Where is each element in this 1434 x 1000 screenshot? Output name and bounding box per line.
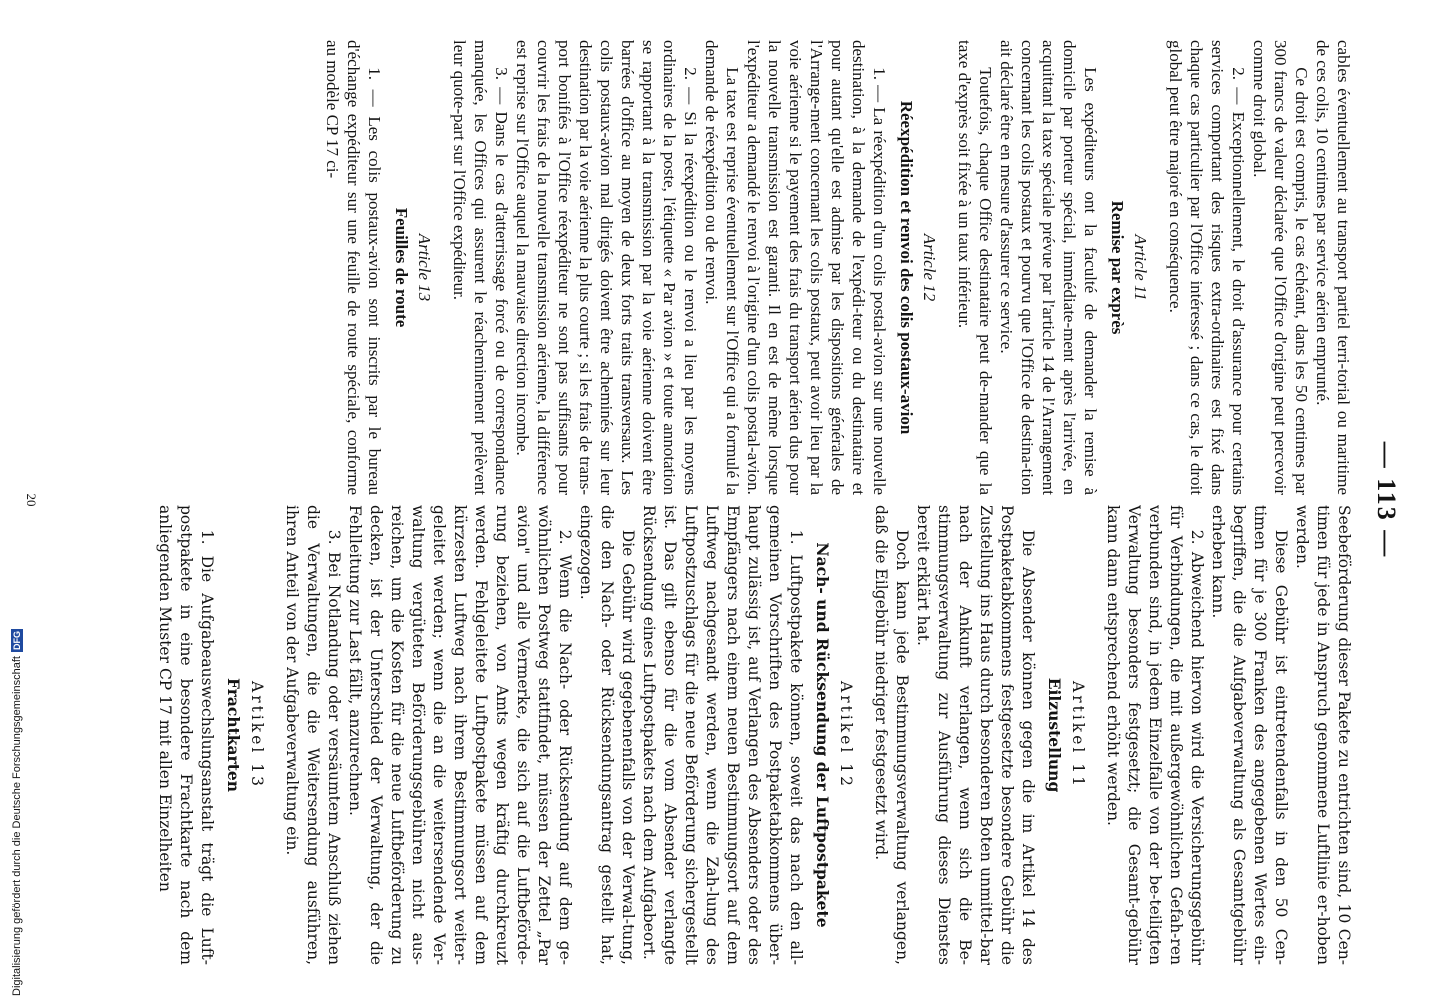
paragraph: 2. Abweichend hiervon wird die Versicherungsgebühr für Verbindungen, die mit außergewöhnlichen Gefah-ren verbunden sind, in jedem Einzelfalle von der be-teiligten Verwaltung besonders festgesetzt; die Gesamt-gebühr kann dann entsprechend erhöht werden.: [1104, 505, 1206, 965]
paragraph: Ce droit est compris, le cas échéant, dans les 50 centimes par 300 francs de valeur déclarée que l'Office d'origine peut percevoir comme droit global.: [1250, 40, 1311, 495]
article-title: Article 12: [920, 233, 939, 302]
article-heading: Remise par exprès: [1108, 200, 1127, 335]
article-title: Artikel 12: [837, 681, 855, 789]
paragraph: 2. — Exceptionnellement, le droit d'assurance pour certains services comportant des risques extra-ordinaires est fixé dans chaque cas particulier par l'Office intéressé ; dans ce cas, le droit global peut être majoré en conséquence.: [1166, 40, 1248, 495]
paragraph: La taxe est reprise éventuellement sur l'Office qui a formulé la demande de réexpédition ou de renvoi.: [702, 40, 742, 495]
paragraph: Seebeförderung dieser Pakete zu entrichten sind, 10 Cen-timen für jede in Anspruch genommene Luftlinie er-hoben werden.: [1293, 505, 1353, 965]
paragraph: 3. Bei Notlandung oder versäumtem Anschluß ziehen die Verwaltungen, die die Weitersendung ausführen, ihren Anteil von der Aufgabeverwaltung ein.: [283, 505, 343, 965]
credit-text: Digitalisierung gefördert durch die Deutsche Forschungsgemeinschaft: [11, 656, 23, 996]
article-title: Artikel 13: [248, 681, 266, 789]
paragraph: 3. — Dans le cas d'atterrissage forcé ou de correspondance manquée, les Offices qui assurent le réacheminement prélèvent leur quote-part sur l'Office expéditeur.: [450, 40, 511, 495]
dfg-logo-icon: DFG: [12, 631, 22, 651]
article-heading: Nach- und Rücksendung der Luftpostpakete: [813, 542, 832, 928]
french-column: [54, 40, 1354, 495]
paragraph: Die Gebühr wird gegebenenfalls von der Verwal-tung, die den Nach- oder Rücksendungsantrag gestellt hat, eingezogen.: [577, 505, 637, 965]
paragraph: cables éventuellement au transport partiel terri-torial ou maritime de ces colis, 10 centimes par service aérien emprunté.: [1313, 40, 1353, 495]
paragraph: 1. Luftpostpakete können, soweit das nach den all-gemeinen Vorschriften des Postpaketabkommens über-haupt zulässig ist, auf Verlangen des Absenders oder des Empfängers nach einem neuen Bestimmungsort auf dem Luftweg nachgesandt werden, wenn die Zah-lung des Luftpostzuschlags für die neue Beförderung sichergestellt ist. Das gilt ebenso für die vom Absender verlangte Rücksendung eines Luftpostpakets nach dem Aufgabeort.: [640, 505, 805, 965]
printer-signature: 20: [24, 493, 39, 507]
paragraph: Toutefois, chaque Office destinataire peut de-mander que la taxe d'exprès soit fixée à un taux inférieur.: [955, 40, 995, 495]
paragraph: 2. Wenn die Nach- oder Rücksendung auf dem ge-wöhnlichen Postweg stattfindet, müssen der Zettel „Par avion" und alle Vermerke, die sich auf die Luftbeförde-rung beziehen, von Amts wegen kräftig durchkreuzt werden. Fehlgeleitete Luftpostpakete müssen auf dem kürzesten Luftweg nach ihrem Bestimmungsort weiter-geleitet werden; wenn die an die weitersendende Ver-waltung vergüteten Beförderungsgebühren nicht aus-reichen, um die Kosten für die neue Luftbeförderung zu decken, ist der Unterschied der Verwaltung, der die Fehlleitung zur Last fällt, anzurechnen.: [346, 505, 574, 965]
article-heading: Eilzustellung: [1045, 677, 1064, 793]
article-title: Artikel 11: [1069, 681, 1087, 789]
paragraph: 2. — Si la réexpédition ou le renvoi a lieu par les moyens ordinaires de la poste, l'étiquette « Par avion » et toute annotation se rapportant à la transmission par la voie aérienne doivent être barrées d'office au moyen de deux forts traits transversaux. Les colis postaux-avion mal dirigés doivent être acheminés sur leur destination par la voie aérienne la plus courte ; si les frais de trans-port bonifiés à l'Office réexpéditeur ne sont pas suffisants pour couvrir les frais de la nouvelle transmission aérienne, la différence est reprise sur l'Office auquel la mauvaise direction incombe.: [513, 40, 700, 495]
article-heading: Réexpédition et renvoi des colis postaux-avion: [897, 100, 916, 435]
page-number: — 113 —: [1372, 441, 1401, 559]
paragraph: Die Absender können gegen die im Artikel 14 des Postpaketabkommens festgesetzte besondere Gebühr die Zustellung ins Haus durch besonderen Boten unmittel-bar nach der Ankunft verlangen, wenn sich die Be-stimmungsverwaltung zur Ausführung dieses Dienstes bereit erklärt hat.: [914, 505, 1037, 965]
article-heading: Feuilles de route: [392, 207, 411, 328]
paragraph: 1. — La réexpédition d'un colis postal-avion sur une nouvelle destination, à la demande de l'expédi-teur ou du destinataire et pour autant qu'elle est admise par les dispositions générales de l'Arrange-ment concernant les colis postaux, peut avoir lieu par la voie aérienne si le payement des frais du transport aérien dus pour la nouvelle transmission est garanti. Il en est de même lorsque l'expéditeur a demandé le renvoi à l'origine d'un colis postal-avion.: [744, 40, 889, 495]
paragraph: Doch kann jede Bestimmungsverwaltung verlangen, daß die Eilgebühr niedriger festgesetzt wird.: [872, 505, 911, 965]
article-title: Article 11: [1131, 234, 1150, 301]
paragraph: Diese Gebühr ist eintretendenfalls in den 50 Cen-timen für je 300 Franken des angegebenen Wertes ein-begriffen, die die Aufgabeverwaltung als Gesamtgebühr erheben kann.: [1209, 505, 1290, 965]
article-title: Article 13: [415, 233, 434, 302]
paragraph: 1. — Les colis postaux-avion sont inscrits par le bureau d'échange expéditeur sur une feuille de route spéciale, conforme au modèle CP 17 ci-: [323, 40, 384, 495]
paragraph: Les expéditeurs ont la faculté de demander la remise à domicile par porteur spécial, immédiate-ment après l'arrivée, en acquittant la taxe spéciale prévue par l'article 14 de l'Arrangement concernant les colis postaux et pourvu que l'Office de destina-tion ait déclaré être en mesure d'assurer ce service.: [997, 40, 1100, 495]
article-heading: Frachtkarten: [224, 677, 243, 793]
paragraph: 1. Die Aufgabeauswechslungsanstalt trägt die Luft-postpakete in eine besondere Frachtkarte nach dem anliegenden Muster CP 17 mit allen Einzelheiten: [156, 505, 216, 965]
german-column: [54, 505, 1354, 965]
digitization-credit: [6, 600, 28, 996]
